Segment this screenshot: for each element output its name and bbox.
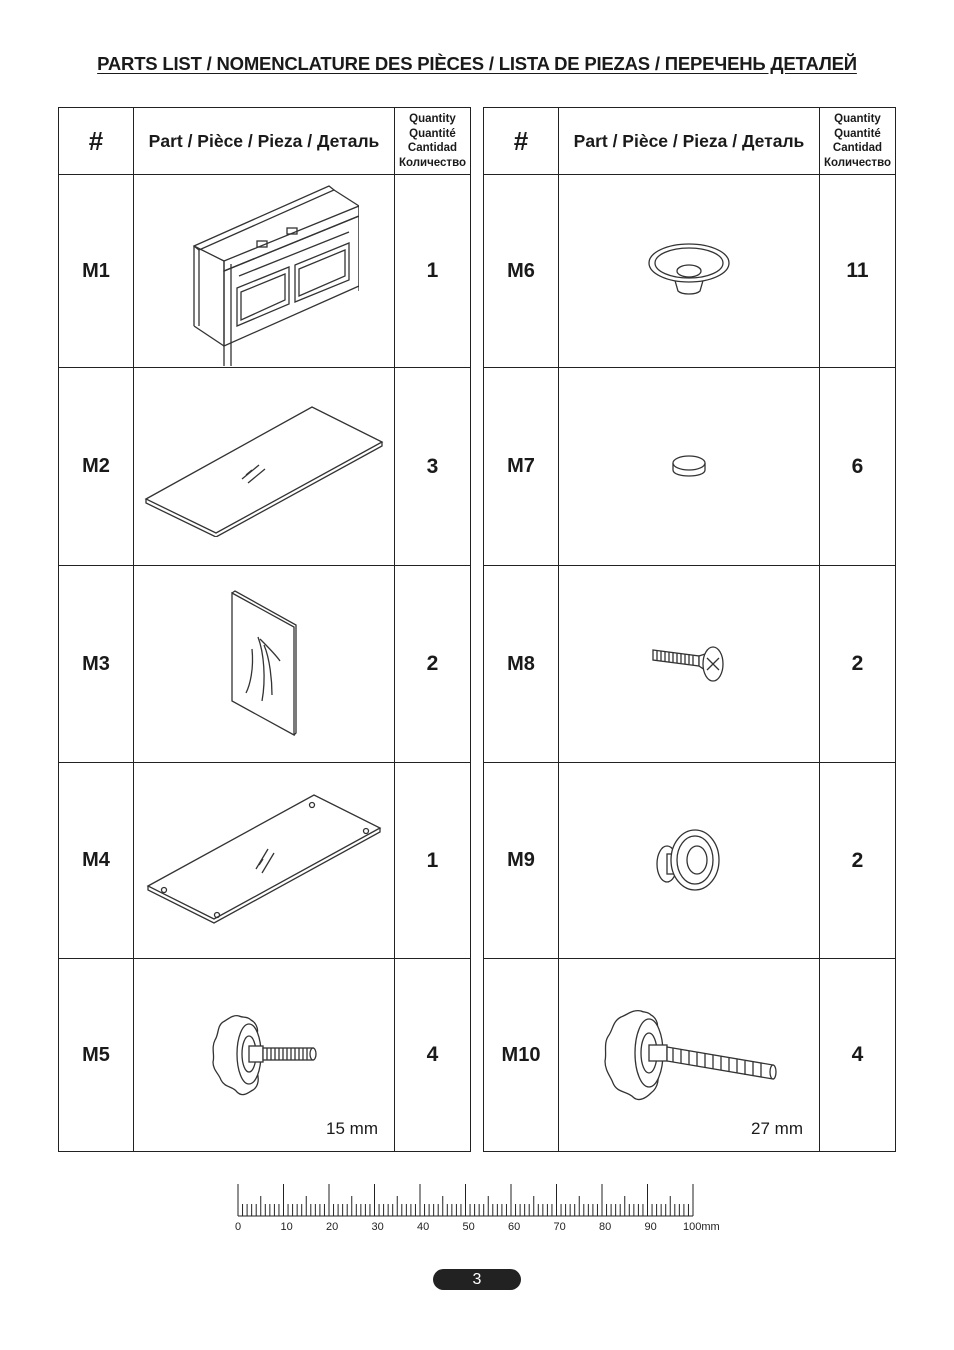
header-part: Part / Pièce / Pieza / Деталь	[559, 108, 820, 175]
page-title: PARTS LIST / NOMENCLATURE DES PIÈCES / LISTA DE PIEZAS / ПЕРЕЧЕНЬ ДЕТАЛЕЙ	[97, 53, 857, 74]
table-row	[484, 175, 896, 368]
table-row	[484, 368, 896, 566]
part-id: M6	[484, 175, 559, 368]
measurement-ruler	[230, 1178, 740, 1238]
part-quantity: 1	[395, 763, 471, 959]
table-row	[59, 175, 471, 368]
table-header	[484, 108, 896, 175]
part-id: M3	[59, 566, 134, 763]
ruler-label: 50	[462, 1221, 475, 1233]
header-quantity: Quantity Quantité Cantidad Количество	[395, 108, 471, 175]
size-label: 27 mm	[751, 1119, 803, 1138]
part-quantity: 3	[395, 368, 471, 566]
part-quantity: 4	[395, 959, 471, 1152]
part-id: M8	[484, 566, 559, 763]
ruler-label: 30	[371, 1221, 384, 1233]
ruler-label: 60	[508, 1221, 521, 1233]
part-quantity: 2	[395, 566, 471, 763]
bumper-pad-icon	[669, 452, 709, 482]
part-id: M7	[484, 368, 559, 566]
ruler-label: 40	[417, 1221, 430, 1233]
glass-panel-icon	[224, 589, 304, 739]
part-id: M10	[484, 959, 559, 1152]
part-quantity: 6	[820, 368, 896, 566]
part-quantity: 4	[820, 959, 896, 1152]
ruler-label: 70	[553, 1221, 566, 1233]
part-id: M9	[484, 763, 559, 959]
glass-top-icon	[144, 791, 384, 931]
glass-shelf-icon	[144, 397, 384, 537]
leveling-foot-short-icon	[209, 1010, 319, 1100]
ruler-label: 80	[599, 1221, 612, 1233]
table-row	[59, 368, 471, 566]
part-quantity: 11	[820, 175, 896, 368]
table-row	[484, 763, 896, 959]
part-id: M5	[59, 959, 134, 1152]
leveling-foot-long-icon	[599, 1005, 779, 1105]
table-row	[59, 566, 471, 763]
part-quantity: 2	[820, 763, 896, 959]
knob-icon	[649, 826, 729, 896]
ruler-label: 10	[280, 1221, 293, 1233]
ruler-label: 0	[235, 1221, 242, 1233]
parts-table-right	[483, 107, 896, 1152]
table-row	[59, 959, 471, 1152]
part-id: M4	[59, 763, 134, 959]
shelf-support-cup-icon	[644, 241, 734, 301]
table-header	[59, 108, 471, 175]
header-number: #	[59, 108, 134, 175]
parts-table-left	[58, 107, 471, 1152]
part-quantity: 2	[820, 566, 896, 763]
screw-icon	[649, 642, 729, 686]
page-number: 3	[433, 1269, 521, 1290]
header-part: Part / Pièce / Pieza / Деталь	[134, 108, 395, 175]
ruler-label: 90	[644, 1221, 657, 1233]
table-row	[59, 763, 471, 959]
ruler-label: 100mm	[683, 1221, 720, 1233]
part-quantity: 1	[395, 175, 471, 368]
table-row	[484, 959, 896, 1152]
ruler-label: 20	[326, 1221, 339, 1233]
table-row	[484, 566, 896, 763]
part-id: M2	[59, 368, 134, 566]
part-id: M1	[59, 175, 134, 368]
header-number: #	[484, 108, 559, 175]
header-quantity: Quantity Quantité Cantidad Количество	[820, 108, 896, 175]
size-label: 15 mm	[326, 1119, 378, 1138]
tv-stand-frame-icon	[169, 176, 359, 366]
